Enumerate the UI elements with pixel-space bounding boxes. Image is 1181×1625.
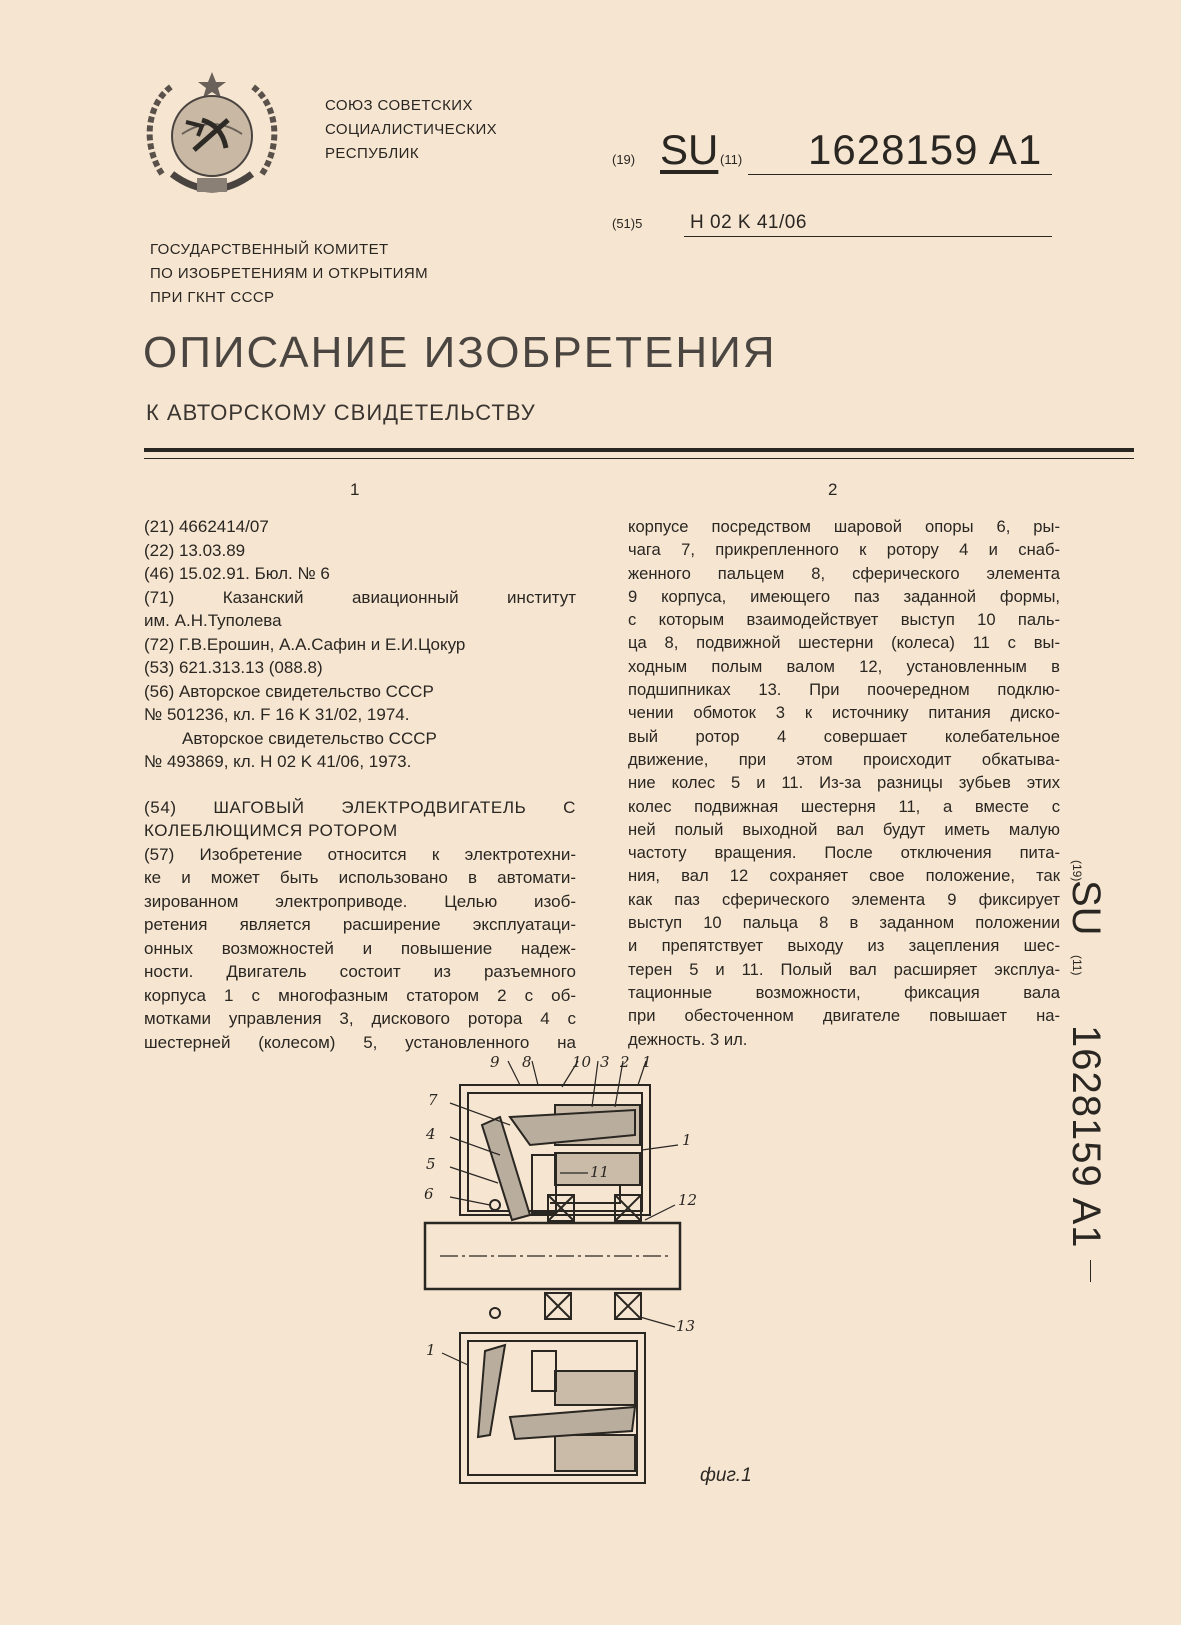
abstract-line: тационные возможности, фиксация вала [628, 982, 1060, 1002]
abstract-line: вый ротор 4 совершает колебательное [628, 726, 1060, 746]
invention-title-line-1: (54) ШАГОВЫЙ ЭЛЕКТРОДВИГАТЕЛЬ С [144, 797, 576, 817]
state-name [325, 94, 497, 166]
biblio-line: Авторское свидетельство СССР [182, 728, 437, 748]
abstract-line: терен 5 и 11. Полый вал расширяет эксплуа- [628, 959, 1060, 979]
fig-label: 1 [682, 1131, 692, 1149]
biblio-line: им. А.Н.Туполева [144, 611, 282, 630]
fig-label: 13 [676, 1317, 696, 1335]
biblio-line: (21) 4662414/07 [144, 517, 269, 536]
committee-line-1: ГОСУДАРСТВЕННЫЙ КОМИТЕТ [150, 241, 389, 258]
header-rule-thin [144, 458, 1134, 459]
fig-label: 1 [642, 1055, 652, 1071]
abstract-line: 9 корпуса, имеющего паз заданной формы, [628, 586, 1060, 606]
biblio-line: (22) 13.03.89 [144, 540, 246, 560]
abstract-line: чага 7, прикрепленного к ротору 4 и снаб- [628, 540, 1060, 560]
state-line-2: СОЦИАЛИСТИЧЕСКИХ [325, 121, 498, 138]
abstract-line: ней полый выходной вал будут иметь малую [628, 819, 1060, 839]
patent-number: 1628159 A1 [808, 126, 1043, 173]
column-number-1: 1 [350, 480, 360, 499]
biblio-line: № 493869, кл. H 02 K 41/06, 1973. [144, 752, 412, 771]
fig-label: 10 [572, 1055, 592, 1071]
side-number: 1628159 A1 [1064, 1025, 1108, 1249]
abstract-line: дежность. 3 ил. [628, 1029, 748, 1049]
fig-label: 9 [490, 1055, 500, 1071]
abstract-line: ходным полым валом 12, установленным в [628, 656, 1060, 676]
abstract-line: онных возможностей и повышение надеж- [144, 938, 576, 958]
abstract-line: шестерней (колесом) 5, установленного на [144, 1032, 576, 1052]
abstract-line: зированном электроприводе. Целью изоб- [144, 891, 576, 911]
abstract-line: выступ 10 пальца 8 в заданном положении [628, 913, 1060, 933]
fig-label: 2 [620, 1055, 630, 1071]
abstract-line: и препятствует выходу из зацепления шес- [628, 936, 1060, 956]
ipc-underline [684, 236, 1052, 237]
abstract-line: ке и может быть использовано в автомати- [144, 868, 576, 887]
header-rule-thick [144, 448, 1134, 452]
side-country-code: SU [1064, 880, 1108, 936]
motor-diagram [420, 1055, 730, 1495]
side-code-11: (11) [1070, 955, 1084, 976]
state-line-1: СОЮЗ СОВЕТСКИХ [325, 97, 473, 114]
biblio-line: № 501236, кл. F 16 K 31/02, 1974. [144, 705, 410, 724]
abstract-line: ретения является расширение эксплуатаци- [144, 915, 576, 934]
abstract-line: ности. Двигатель состоит из разъемного [144, 962, 576, 981]
abstract-line: корпусе посредством шаровой опоры 6, ры- [628, 517, 1060, 536]
committee-line-2: ПО ИЗОБРЕТЕНИЯМ И ОТКРЫТИЯМ [150, 265, 428, 282]
side-code-19: (19) [1070, 860, 1084, 882]
abstract-line: как паз сферического элемента 9 фиксирует [628, 889, 1060, 909]
document-subtitle: К АВТОРСКОМУ СВИДЕТЕЛЬСТВУ [146, 400, 536, 425]
ipc-class: H 02 K 41/06 [690, 212, 807, 233]
fig-label: 5 [426, 1155, 436, 1173]
state-emblem-logo [142, 64, 282, 210]
abstract-line: ние колес 5 и 11. Из-за разницы зубьев этих [628, 773, 1060, 793]
biblio-line: (53) 621.313.13 (088.8) [144, 658, 323, 677]
fig-label: 8 [522, 1055, 532, 1071]
figure-caption: фиг.1 [700, 1465, 752, 1486]
invention-title-line-2: КОЛЕБЛЮЩИМСЯ РОТОРОМ [144, 821, 398, 840]
biblio-line: (72) Г.В.Ерошин, А.А.Сафин и Е.И.Цокур [144, 634, 466, 654]
document-title: ОПИСАНИЕ ИЗОБРЕТЕНИЯ [143, 328, 777, 377]
biblio-line: (46) 15.02.91. Бюл. № 6 [144, 564, 330, 583]
fig-label: 3 [600, 1055, 610, 1071]
committee-name [150, 238, 428, 310]
fig-label: 6 [424, 1185, 434, 1203]
side-patent-number [1060, 860, 1120, 1280]
abstract-line: женного пальцем 8, сферического элемента [628, 563, 1060, 583]
fig-label: 12 [678, 1191, 698, 1209]
number-underline [748, 174, 1052, 175]
abstract-line: корпуса 1 с многофазным статором 2 с об- [144, 985, 576, 1005]
abstract-line: движение, при этом происходит обкатыва- [628, 749, 1060, 769]
abstract-line: с которым взаимодействует выступ 10 паль- [628, 610, 1060, 630]
side-tick [1090, 1260, 1091, 1282]
abstract-line: чении обмоток 3 к источнику питания диско- [628, 703, 1060, 723]
patent-number-block [612, 118, 1062, 178]
code-51: (51)5 [612, 216, 643, 231]
abstract-line: ния, вал 12 сохраняет свое положение, так [628, 866, 1060, 886]
fig-label: 7 [428, 1091, 438, 1109]
abstract-line: подшипниках 13. При поочередном подклю- [628, 680, 1060, 700]
country-code: SU [660, 126, 719, 173]
column-2 [628, 515, 1060, 1051]
abstract-line: мотками управления 3, дискового ротора 4 с [144, 1009, 576, 1028]
code-19: (19) [612, 152, 636, 167]
ipc-block [612, 210, 1062, 240]
committee-line-3: ПРИ ГКНТ СССР [150, 289, 275, 306]
fig-label: 1 [426, 1341, 436, 1359]
fig-label: 11 [590, 1163, 610, 1181]
biblio-line: (56) Авторское свидетельство СССР [144, 681, 434, 701]
code-11: (11) [720, 152, 743, 167]
column-1 [144, 515, 576, 1054]
abstract-line: ца 8, подвижной шестерни (колеса) 11 с вы- [628, 633, 1060, 653]
abstract-line: колес подвижная шестерня 11, а вместе с [628, 796, 1060, 816]
abstract-line: при обесточенном двигателе повышает на- [628, 1006, 1060, 1026]
abstract-line: частоту вращения. После отключения пита- [628, 843, 1060, 863]
state-line-3: РЕСПУБЛИК [325, 145, 419, 162]
fig-label: 4 [426, 1125, 436, 1143]
column-number-2: 2 [828, 480, 838, 499]
biblio-line: (71) Казанский авиационный институт [144, 587, 576, 607]
abstract-line: (57) Изобретение относится к электротехни- [144, 844, 576, 864]
